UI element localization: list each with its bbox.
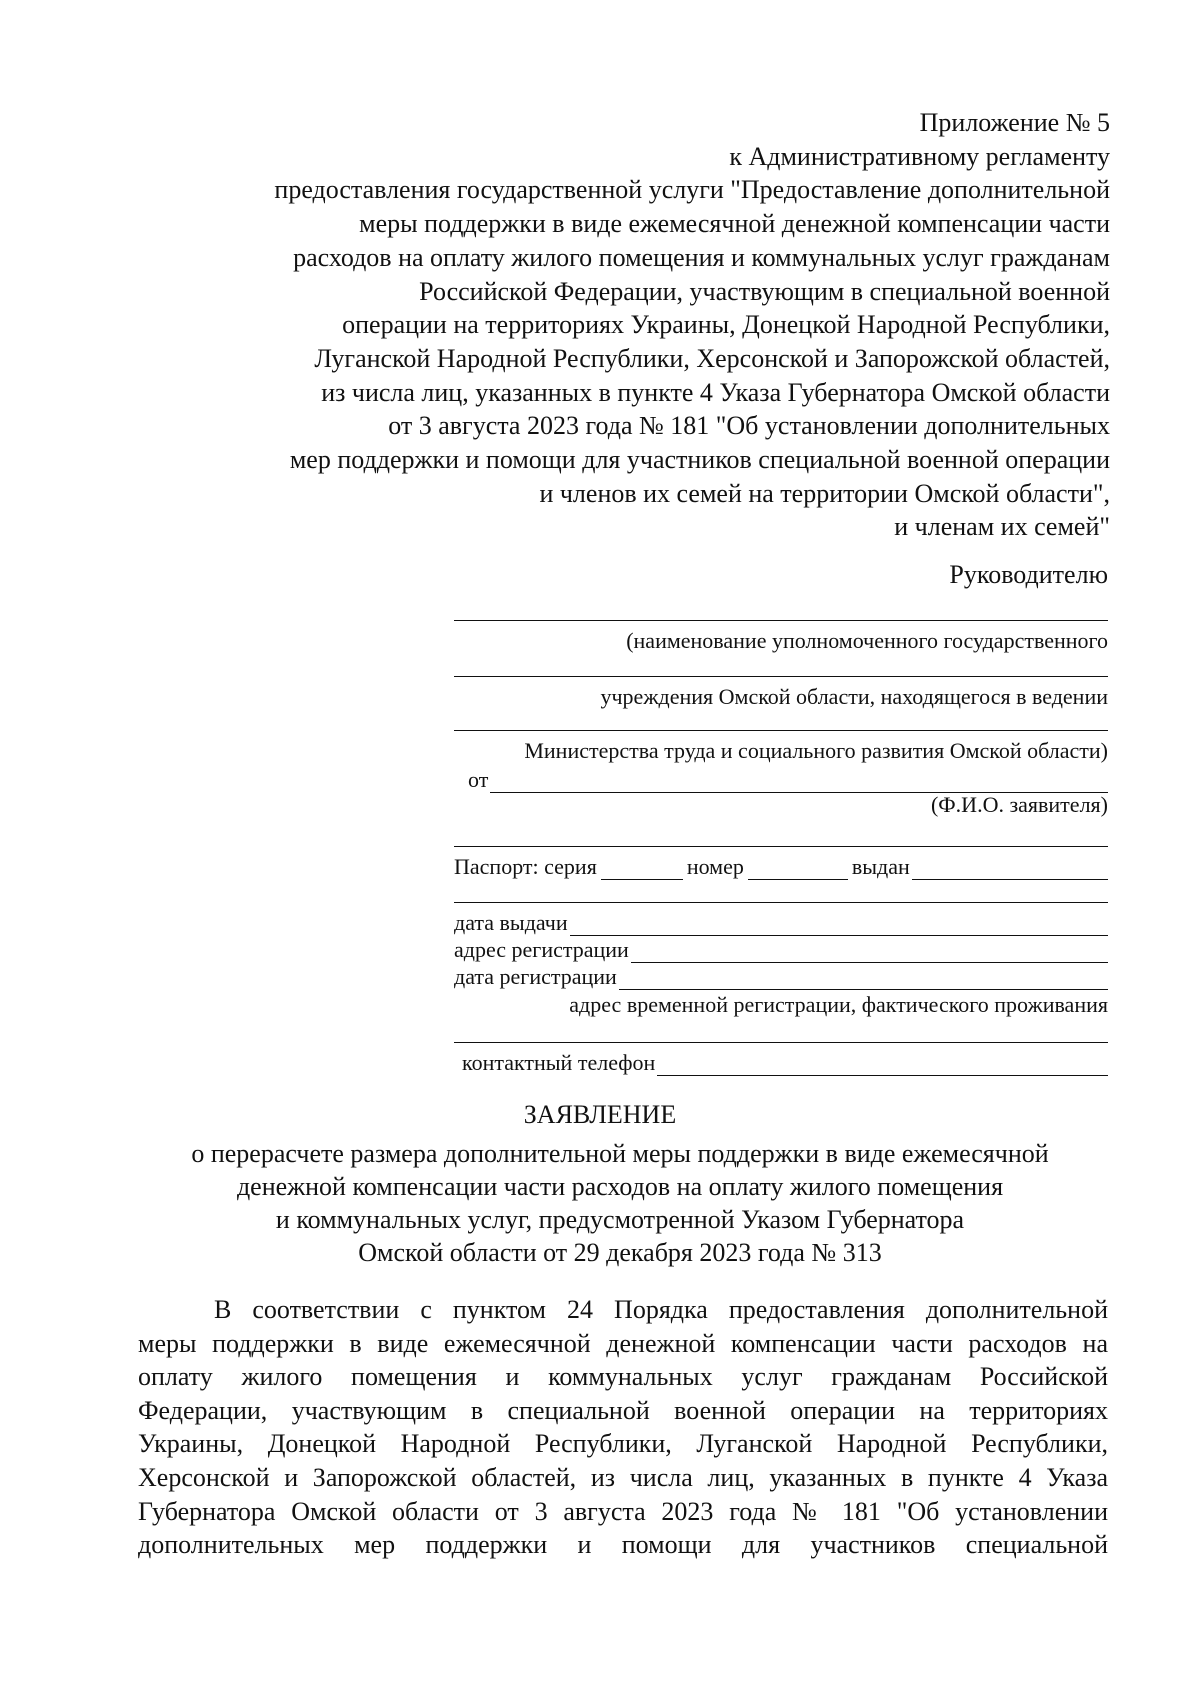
applicant-blank-line[interactable] — [454, 846, 1108, 847]
fio-caption: (Ф.И.О. заявителя) — [930, 792, 1108, 817]
statement-title: ЗАЯВЛЕНИЕ — [523, 1100, 677, 1129]
passport-field-row — [454, 854, 1108, 880]
statement-body — [138, 1293, 1108, 1562]
institution-caption-2: учреждения Омской области, находящегося в ведении — [600, 684, 1108, 709]
applicant-name-field[interactable] — [490, 772, 1108, 793]
body-line: оплату жилого помещения и коммунальных услуг гражданам Российской — [138, 1362, 1108, 1392]
reg-address-field[interactable] — [631, 942, 1108, 963]
appendix-line: и членам их семей" — [894, 512, 1110, 542]
passport-number-field[interactable] — [748, 859, 848, 880]
subtitle-line: о перерасчете размера дополнительной меры поддержки в виде ежемесячной — [191, 1139, 1049, 1168]
appendix-line: мер поддержки и помощи для участников специальной военной операции — [289, 445, 1110, 475]
institution-blank-line-3[interactable] — [454, 730, 1108, 731]
subtitle-line: Омской области от 29 декабря 2023 года № 313 — [358, 1238, 882, 1267]
from-label: от — [468, 767, 489, 792]
appendix-line: расходов на оплату жилого помещения и коммунальных услуг гражданам — [293, 242, 1110, 272]
reg-address-label: адрес регистрации — [454, 937, 629, 962]
passport-issued-label: выдан — [851, 854, 910, 879]
subtitle-line: и коммунальных услуг, предусмотренной Указом Губернатора — [275, 1205, 965, 1234]
institution-blank-line-1[interactable] — [454, 620, 1108, 621]
issue-date-label: дата выдачи — [454, 910, 568, 935]
temp-address-caption: адрес временной регистрации, фактического проживания — [569, 992, 1108, 1017]
issue-date-field-row — [454, 910, 1108, 936]
appendix-line: операции на территориях Украины, Донецкой Народной Республики, — [342, 310, 1110, 340]
appendix-header — [150, 106, 1110, 544]
reg-date-field[interactable] — [619, 969, 1108, 990]
appendix-line: от 3 августа 2023 года № 181 "Об установлении дополнительных — [388, 411, 1110, 441]
issue-date-field[interactable] — [570, 915, 1108, 936]
body-line: меры поддержки в виде ежемесячной денежной компенсации части расходов на — [138, 1328, 1108, 1358]
reg-date-label: дата регистрации — [454, 964, 617, 989]
appendix-line: Приложение № 5 — [919, 108, 1110, 137]
appendix-line: меры поддержки в виде ежемесячной денежной компенсации части — [359, 209, 1110, 239]
reg-date-field-row — [454, 964, 1108, 990]
body-line: Херсонской и Запорожской областей, из числа лиц, указанных в пункте 4 Указа — [138, 1462, 1108, 1492]
appendix-line: к Административному регламенту — [729, 141, 1110, 171]
statement-subtitle — [100, 1137, 1140, 1269]
passport-series-label: Паспорт: серия — [454, 854, 597, 879]
appendix-line: Российской Федерации, участвующим в специальной военной — [419, 276, 1110, 306]
body-line: Губернатора Омской области от 3 августа 2023 года № 181 "Об установлении — [138, 1496, 1108, 1526]
institution-caption-3: Министерства труда и социального развития Омской области) — [524, 738, 1108, 763]
passport-number-label: номер — [686, 854, 744, 879]
passport-series-field[interactable] — [601, 859, 683, 880]
appendix-line: из числа лиц, указанных в пункте 4 Указа Губернатора Омской области — [321, 377, 1110, 407]
body-line: Федерации, участвующим в специальной военной операции на территориях — [138, 1395, 1108, 1425]
phone-field[interactable] — [657, 1055, 1108, 1076]
subtitle-line: денежной компенсации части расходов на оплату жилого помещения — [236, 1172, 1004, 1201]
from-field-row — [454, 767, 1108, 793]
body-line: В соответствии с пунктом 24 Порядка предоставления дополнительной — [214, 1295, 1108, 1324]
passport-issued-field[interactable] — [912, 859, 1108, 880]
reg-address-field-row — [454, 937, 1108, 963]
addressee-label: Руководителю — [949, 560, 1108, 589]
appendix-line: предоставления государственной услуги "Предоставление дополнительной — [274, 175, 1110, 205]
institution-blank-line-2[interactable] — [454, 676, 1108, 677]
appendix-line: и членов их семей на территории Омской области", — [539, 478, 1110, 508]
temp-address-blank-line[interactable] — [454, 1042, 1108, 1043]
passport-blank-line[interactable] — [454, 902, 1108, 903]
phone-field-row — [454, 1050, 1108, 1076]
body-line: дополнительных мер поддержки и помощи для участников специальной — [138, 1530, 1108, 1560]
phone-label: контактный телефон — [462, 1050, 656, 1075]
body-line: Украины, Донецкой Народной Республики, Луганской Народной Республики, — [138, 1429, 1108, 1459]
institution-caption-1: (наименование уполномоченного государственного — [626, 628, 1108, 653]
appendix-line: Луганской Народной Республики, Херсонской и Запорожской областей, — [314, 343, 1110, 373]
